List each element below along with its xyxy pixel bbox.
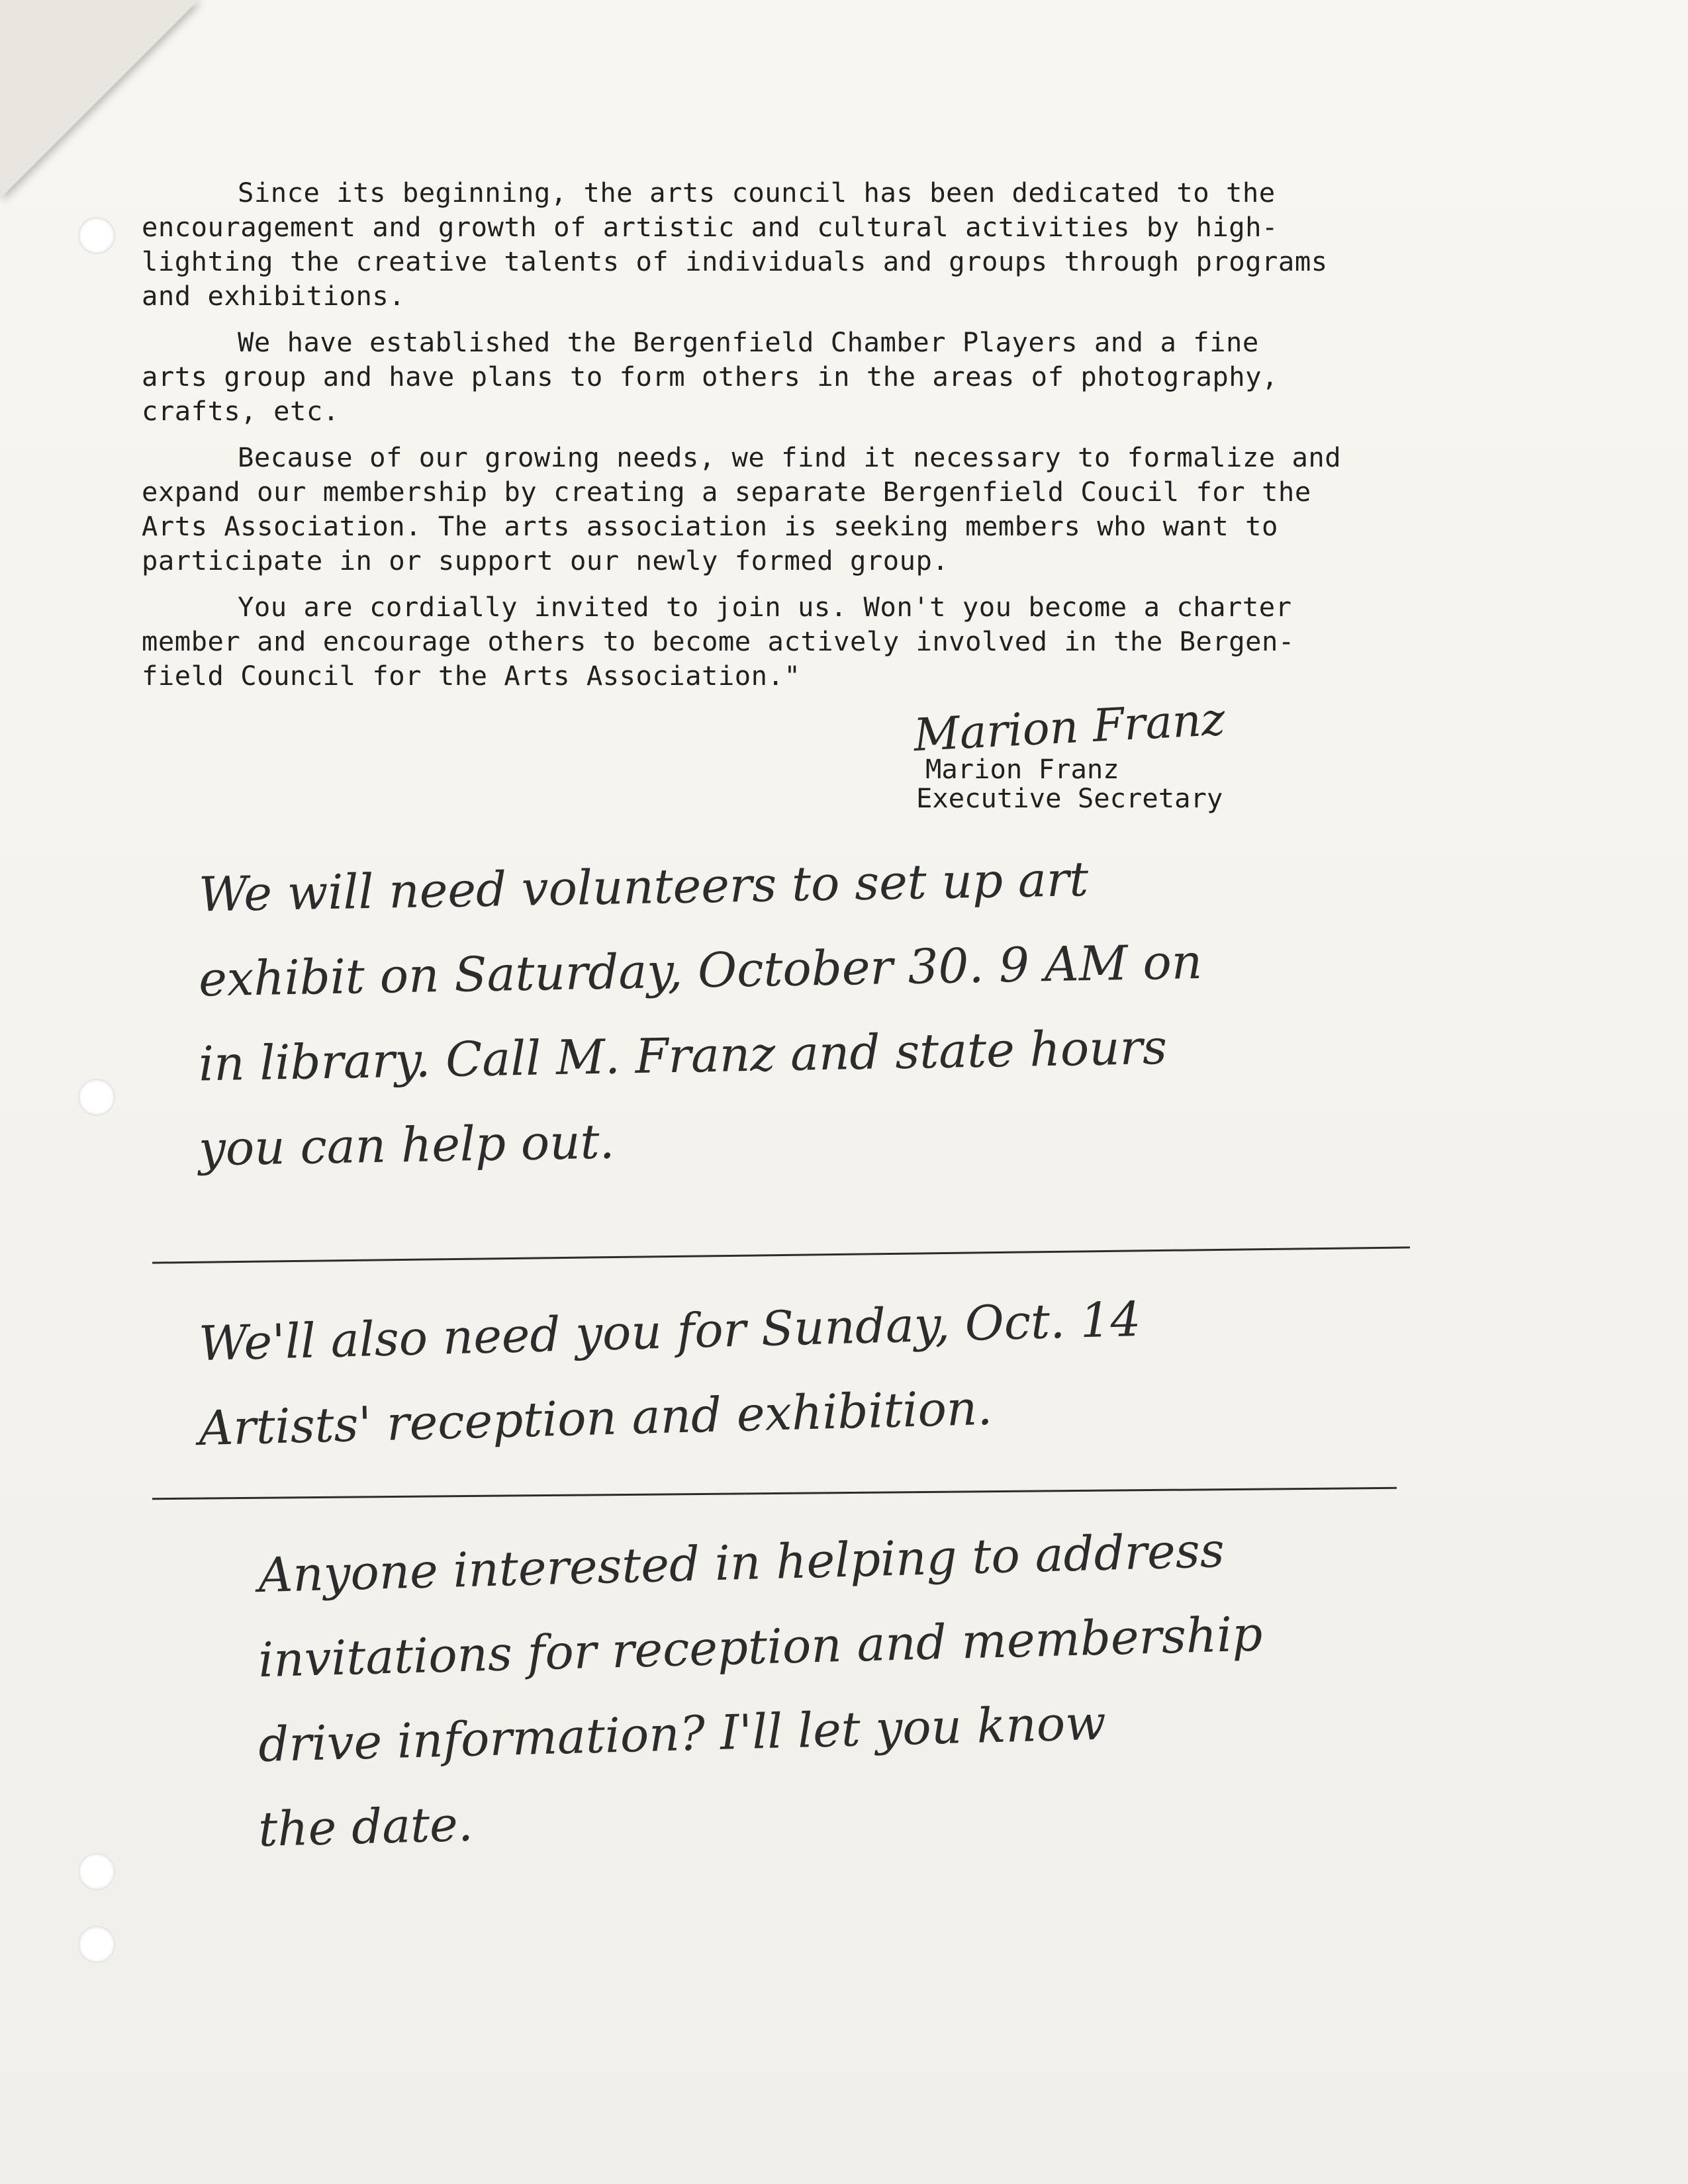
note-3-line-1: Anyone interested in helping to address <box>258 1522 1225 1604</box>
paragraph-2: We have established the Bergenfield Chamber Players and a fine arts group and have plans to form others in the areas of photography, crafts, etc. <box>142 326 1278 427</box>
punch-hole-top <box>78 217 115 254</box>
note-1-line-2: exhibit on Saturday, October 30. 9 AM on <box>198 933 1203 1007</box>
note-3-line-2: invitations for reception and membership <box>258 1606 1264 1688</box>
divider-line-1 <box>152 1246 1410 1263</box>
letter-body <box>142 175 1598 705</box>
note-2-line-2: Artists' reception and exhibition. <box>198 1379 994 1457</box>
paragraph-1: Since its beginning, the arts council has been dedicated to the encouragement and growth of artistic and cultural activities by high- lighting the creative talents of individuals and groups through programs and exhibitions. <box>142 177 1328 312</box>
handwritten-signature: Marion Franz <box>912 693 1227 762</box>
note-3-line-3: drive information? I'll let you know <box>258 1694 1107 1773</box>
handwritten-note-3 <box>258 1516 1582 1858</box>
paragraph-4: You are cordially invited to join us. Won't you become a charter member and encourage others to become actively involved in the Bergen- field Council for the Arts Association." <box>142 591 1295 692</box>
punch-hole-bottom-2 <box>78 1926 115 1963</box>
punch-hole-bottom-1 <box>78 1853 115 1890</box>
handwritten-note-1 <box>199 841 1523 1179</box>
note-1-line-4: you can help out. <box>198 1113 616 1177</box>
folded-corner <box>0 0 199 199</box>
punch-hole-middle <box>78 1079 115 1116</box>
note-1-line-1: We will need volunteers to set up art <box>198 850 1089 923</box>
note-2-line-1: We'll also need you for Sunday, Oct. 14 <box>198 1291 1142 1372</box>
signature-block <box>916 754 1223 813</box>
signer-title: Executive Secretary <box>916 782 1223 814</box>
note-3-line-4: the date. <box>258 1796 474 1858</box>
divider-line-2 <box>152 1487 1397 1500</box>
note-1-line-3: in library. Call M. Franz and state hours <box>198 1019 1168 1092</box>
paragraph-3: Because of our growing needs, we find it necessary to formalize and expand our membership by creating a separate Bergenfield Coucil for the Arts Association. The arts association is seeking members who want to participate in or support our newly formed group. <box>142 441 1342 576</box>
signer-name: Marion Franz <box>925 753 1119 785</box>
handwritten-note-2 <box>198 1284 1523 1457</box>
